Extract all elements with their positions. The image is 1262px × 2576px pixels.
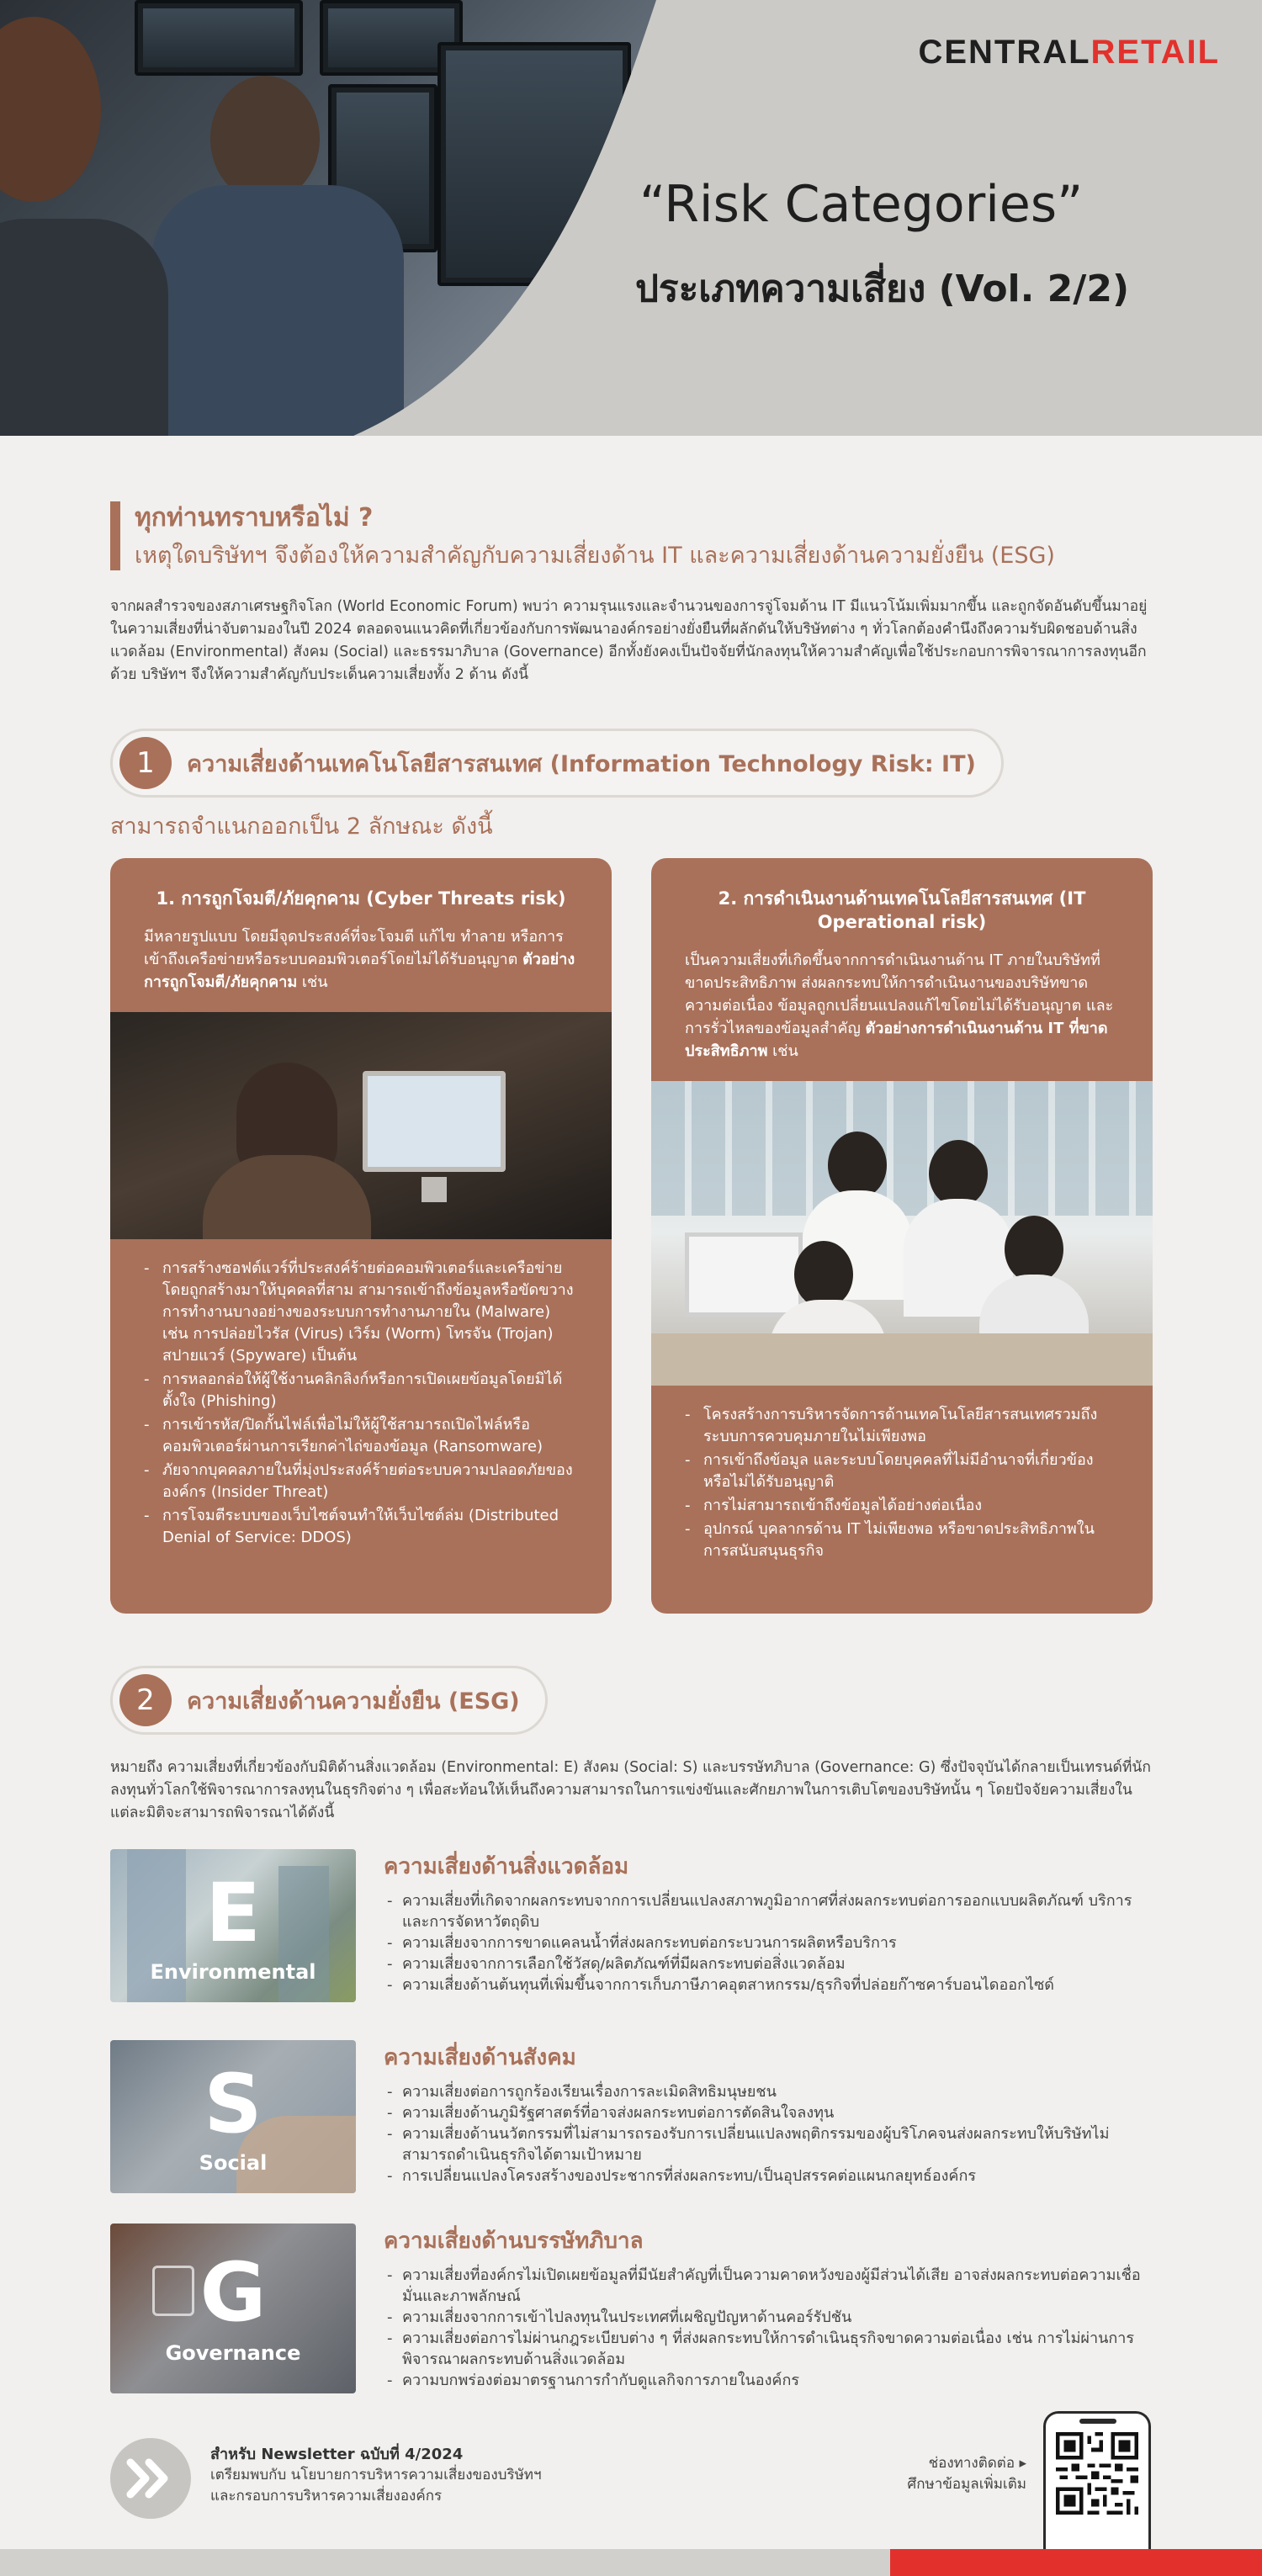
esg-word-social: Social	[199, 2151, 268, 2175]
section2-title: ความเสี่ยงด้านความยั่งยืน (ESG)	[187, 1688, 520, 1715]
card-title: 1. การถูกโจมตี/ภัยคุกคาม (Cyber Threats risk)	[156, 888, 566, 909]
header-photo	[0, 0, 673, 436]
cyber-threats-list	[110, 1239, 612, 1581]
list-item: - ความบกพร่องต่อมาตรฐานการกำกับดูแลกิจการภายในองค์กร	[384, 2370, 1158, 2391]
brand-logo	[918, 34, 1220, 72]
team-photo	[651, 1081, 1153, 1386]
intro-paragraph: จากผลสำรวจของสภาเศรษฐกิจโลก (World Economic Forum) พบว่า ความรุนแรงและจำนวนของการจู่โจมด้าน IT มีแนวโน้มเพิ่มมากขึ้น และถูกจัดอันดับขึ้นมาอยู่ในความเสี่ยงที่น่าจับตามองในปี 2024 ตลอดจนแนวคิดที่เกี่ยวข้องกับการพัฒนาองค์กรอย่างยั่งยืนที่ผลักดันให้บริษัทต่าง ๆ ทั่วโลกต้องคำนึงถึงความรับผิดชอบด้านสิ่งแวดล้อม (Environmental) สังคม (Social) และธรรมาภิบาล (Governance) อีกทั้งยังคงเป็นปัจจัยที่นักลงทุนให้ความสำคัญเพื่อใช้ประกอบการพิจารณาการลงทุนอีกด้วย บริษัทฯ จึงให้ความสำคัญกับประเด็นความเสี่ยงทั้ง 2 ด้าน ดังนี้	[110, 598, 1148, 683]
contact-line1: ช่องทางติดต่อ ▸	[928, 2455, 1026, 2472]
person-image	[828, 1132, 887, 1199]
phone-icon	[1043, 2411, 1151, 2554]
intro-question: ทุกท่านทราบหรือไม่ ?	[135, 503, 374, 533]
list-item: - ความเสี่ยงที่องค์กรไม่เปิดเผยข้อมูลที่มีนัยสำคัญที่เป็นความคาดหวังของผู้มีส่วนได้เสีย อาจส่งผลกระทบต่อความเชื่อมั่นและภาพลักษณ์	[384, 2265, 1158, 2307]
monitor-image	[437, 42, 631, 286]
list-item: - การโจมตีระบบของเว็บไซต์จนทำให้เว็บไซต์ล่ม (Distributed Denial of Service: DDOS)	[144, 1505, 578, 1549]
page-title-th: ประเภทความเสี่ยง (Vol. 2/2)	[635, 268, 1130, 310]
card-description: มีหลายรูปแบบ โดยมีจุดประสงค์ที่จะโจมตี แก้ไข ทำลาย หรือการเข้าถึงเครือข่ายหรือระบบคอมพิวเตอร์โดยไม่ได้รับอนุญาต ตัวอย่างการถูกโจมตี/ภัยคุกคาม เช่น	[144, 928, 575, 991]
governance-row	[110, 2224, 1158, 2393]
section1-title: ความเสี่ยงด้านเทคโนโลยีสารสนเทศ (Information Technology Risk: IT)	[187, 750, 976, 777]
list-item: - ความเสี่ยงที่เกิดจากผลกระทบจากการเปลี่ยนแปลงสภาพภูมิอากาศที่ส่งผลกระทบต่อการออกแบบผลิตภัณฑ์ บริการและการจัดหาวัตถุดิบ	[384, 1890, 1158, 1932]
list-item: - ความเสี่ยงด้านภูมิรัฐศาสตร์ที่อาจส่งผลกระทบต่อการตัดสินใจลงทุน	[384, 2102, 1158, 2123]
list-item: - ความเสี่ยงต่อการไม่ผ่านกฎระเบียบต่าง ๆ ที่ส่งผลกระทบให้การดำเนินธุรกิจขาดความต่อเนื่อง เช่น การไม่ผ่านการพิจารณาผลกระทบด้านสิ่งแวดล้อม	[384, 2328, 1158, 2370]
list-item: - การหลอกล่อให้ผู้ใช้งานคลิกลิงก์หรือการเปิดเผยข้อมูลโดยมิได้ตั้งใจ (Phishing)	[144, 1369, 578, 1413]
cyber-photo	[110, 1012, 612, 1239]
brand-logo-part2: RETAIL	[1090, 34, 1220, 71]
cyber-threats-card	[110, 858, 612, 1614]
esg-letter-e: E	[205, 1866, 261, 1960]
list-item: - ความเสี่ยงด้านต้นทุนที่เพิ่มขึ้นจากการเก็บภาษีภาคอุตสาหกรรม/ธุรกิจที่ปล่อยก๊าซคาร์บอนไดออกไซด์	[384, 1974, 1158, 1996]
card-description: เป็นความเสี่ยงที่เกิดขึ้นจากการดำเนินงานด้าน IT ภายในบริษัทที่ขาดประสิทธิภาพ ส่งผลกระทบให้การดำเนินงานของบริษัทขาดความต่อเนื่อง ข้อมูลถูกเปลี่ยนแปลงแก้ไขโดยไม่ได้รับอนุญาต และการรั่วไหลของข้อมูลสำคัญ ตัวอย่างการดำเนินงานด้าน IT ที่ขาดประสิทธิภาพ เช่น	[685, 951, 1114, 1060]
list-item: - โครงสร้างการบริหารจัดการด้านเทคโนโลยีสารสนเทศรวมถึงระบบการควบคุมภายในไม่เพียงพอ	[685, 1404, 1119, 1448]
environmental-title: ความเสี่ยงด้านสิ่งแวดล้อม	[384, 1854, 629, 1879]
list-item: - การเข้าถึงข้อมูล และระบบโดยบุคคลที่ไม่มีอำนาจที่เกี่ยวข้องหรือไม่ได้รับอนุญาติ	[685, 1450, 1119, 1493]
intro-accent-bar	[110, 501, 120, 570]
list-item: - การสร้างซอฟต์แวร์ที่ประสงค์ร้ายต่อคอมพิวเตอร์และเครือข่าย โดยถูกสร้างมาให้บุคคลที่สาม สามารถเข้าถึงข้อมูลหรือขัดขวางการทำงานบางอย่างของระบบการทำงานภายใน (Malware) เช่น การปล่อยไวรัส (Virus) เวิร์ม (Worm) โทรจัน (Trojan) สปายแวร์ (Spyware) เป็นต้น	[144, 1258, 578, 1367]
list-item: - ความเสี่ยงจากการเข้าไปลงทุนในประเทศที่เผชิญปัญหาด้านคอร์รัปชัน	[384, 2307, 1158, 2328]
bottom-bar-gray	[0, 2549, 890, 2576]
newsletter-subtitle	[210, 2465, 648, 2507]
page-title-en: “Risk Categories”	[639, 175, 1084, 234]
newsletter-sub-line1: เตรียมพบกับ นโยบายการบริหารความเสี่ยงของบริษัทฯ	[210, 2467, 542, 2483]
it-operational-card	[651, 858, 1153, 1614]
list-item: - อุปกรณ์ บุคลากรด้าน IT ไม่เพียงพอ หรือขาดประสิทธิภาพในการสนับสนุนธุรกิจ	[685, 1519, 1119, 1562]
bottom-bar-red	[890, 2549, 1262, 2576]
monitor-image	[135, 0, 303, 76]
contact-line2: ศึกษาข้อมูลเพิ่มเติม	[907, 2476, 1026, 2493]
section2-pill	[110, 1666, 548, 1735]
list-item: - การเข้ารหัส/ปิดกั้นไฟล์เพื่อไม่ให้ผู้ใช้สามารถเปิดไฟล์หรือคอมพิวเตอร์ผ่านการเรียกค่าไถ่ของข้อมูล (Ransomware)	[144, 1414, 578, 1458]
section1-number: 1	[119, 737, 172, 789]
environmental-list	[384, 1890, 1158, 1996]
person-image	[0, 219, 168, 436]
governance-image	[110, 2224, 356, 2393]
header-banner	[0, 0, 1262, 436]
social-list	[384, 2081, 1158, 2186]
monitor-image	[363, 1071, 506, 1172]
qr-code-icon[interactable]	[1056, 2432, 1138, 2515]
it-operational-list	[651, 1386, 1153, 1594]
section1-pill	[110, 729, 1004, 798]
esg-letter-s: S	[204, 2057, 262, 2151]
card-title: 2. การดำเนินงานด้านเทคโนโลยีสารสนเทศ (IT Operational risk)	[718, 888, 1086, 932]
environmental-image	[110, 1849, 356, 2002]
monitor-image	[685, 1232, 803, 1317]
governance-body	[384, 2224, 1158, 2391]
section1-subheading: สามารถจำแนกออกเป็น 2 ลักษณะ ดังนี้	[110, 814, 493, 840]
list-item: - ภัยจากบุคคลภายในที่มุ่งประสงค์ร้ายต่อระบบความปลอดภัยขององค์กร (Insider Threat)	[144, 1460, 578, 1503]
intro-subtitle: เหตุใดบริษัทฯ จึงต้องให้ความสำคัญกับความเสี่ยงด้าน IT และความเสี่ยงด้านความยั่งยืน (ESG)	[135, 543, 1055, 569]
person-image	[929, 1140, 988, 1207]
list-item: - ความเสี่ยงต่อการถูกร้องเรียนเรื่องการละเมิดสิทธิมนุษยชน	[384, 2081, 1158, 2102]
section2-number: 2	[119, 1674, 172, 1726]
governance-title: ความเสี่ยงด้านบรรษัทภิบาล	[384, 2229, 644, 2254]
esg-word-governance: Governance	[165, 2341, 301, 2365]
environmental-row	[110, 1849, 1158, 2002]
list-item: - การเปลี่ยนแปลงโครงสร้างของประชากรที่ส่งผลกระทบ/เป็นอุปสรรคต่อแผนกลยุทธ์องค์กร	[384, 2165, 1158, 2186]
person-image	[210, 76, 320, 202]
environmental-body	[384, 1849, 1158, 1996]
list-item: - การไม่สามารถเข้าถึงข้อมูลได้อย่างต่อเนื่อง	[685, 1495, 1119, 1517]
person-image	[0, 17, 101, 202]
person-image	[151, 185, 404, 436]
brand-logo-part1: CENTRAL	[918, 34, 1091, 71]
social-body	[384, 2040, 1158, 2186]
esg-letter-g: G	[199, 2245, 267, 2340]
person-image	[1005, 1216, 1063, 1283]
next-arrow-icon	[110, 2438, 191, 2519]
governance-list	[384, 2265, 1158, 2391]
esg-word-environmental: Environmental	[150, 1960, 316, 1984]
newsletter-title: สำหรับ Newsletter ฉบับที่ 4/2024	[210, 2446, 464, 2463]
social-image	[110, 2040, 356, 2193]
list-item: - ความเสี่ยงด้านนวัตกรรมที่ไม่สามารถรองรับการเปลี่ยนแปลงพฤติกรรมของผู้บริโภคจนส่งผลกระทบให้บริษัทไม่สามารถดำเนินธุรกิจได้ตามเป้าหมาย	[384, 2123, 1158, 2165]
newsletter-sub-line2: และกรอบการบริหารความเสี่ยงองค์กร	[210, 2488, 443, 2504]
list-item: - ความเสี่ยงจากการเลือกใช้วัสดุ/ผลิตภัณฑ์ที่มีผลกระทบต่อสิ่งแวดล้อม	[384, 1953, 1158, 1974]
contact-text	[833, 2453, 1026, 2495]
social-row	[110, 2040, 1158, 2193]
esg-intro-paragraph: หมายถึง ความเสี่ยงที่เกี่ยวข้องกับมิติด้านสิ่งแวดล้อม (Environmental: E) สังคม (Social: S) และบรรษัทภิบาล (Governance: G) ซึ่งปัจจุบันได้กลายเป็นเทรนด์ที่นักลงทุนทั่วโลกใช้พิจารณาการลงทุนในธุรกิจต่าง ๆ เพื่อสะท้อนให้เห็นถึงความสามารถในการแข่งขันและศักยภาพในการเติบโตของบริษัทนั้น ๆ โดยปัจจัยความเสี่ยงในแต่ละมิติจะสามารถพิจารณาได้ดังนี้	[110, 1759, 1151, 1821]
list-item: - ความเสี่ยงจากการขาดแคลนน้ำที่ส่งผลกระทบต่อกระบวนการผลิตหรือบริการ	[384, 1932, 1158, 1953]
social-title: ความเสี่ยงด้านสังคม	[384, 2045, 576, 2070]
